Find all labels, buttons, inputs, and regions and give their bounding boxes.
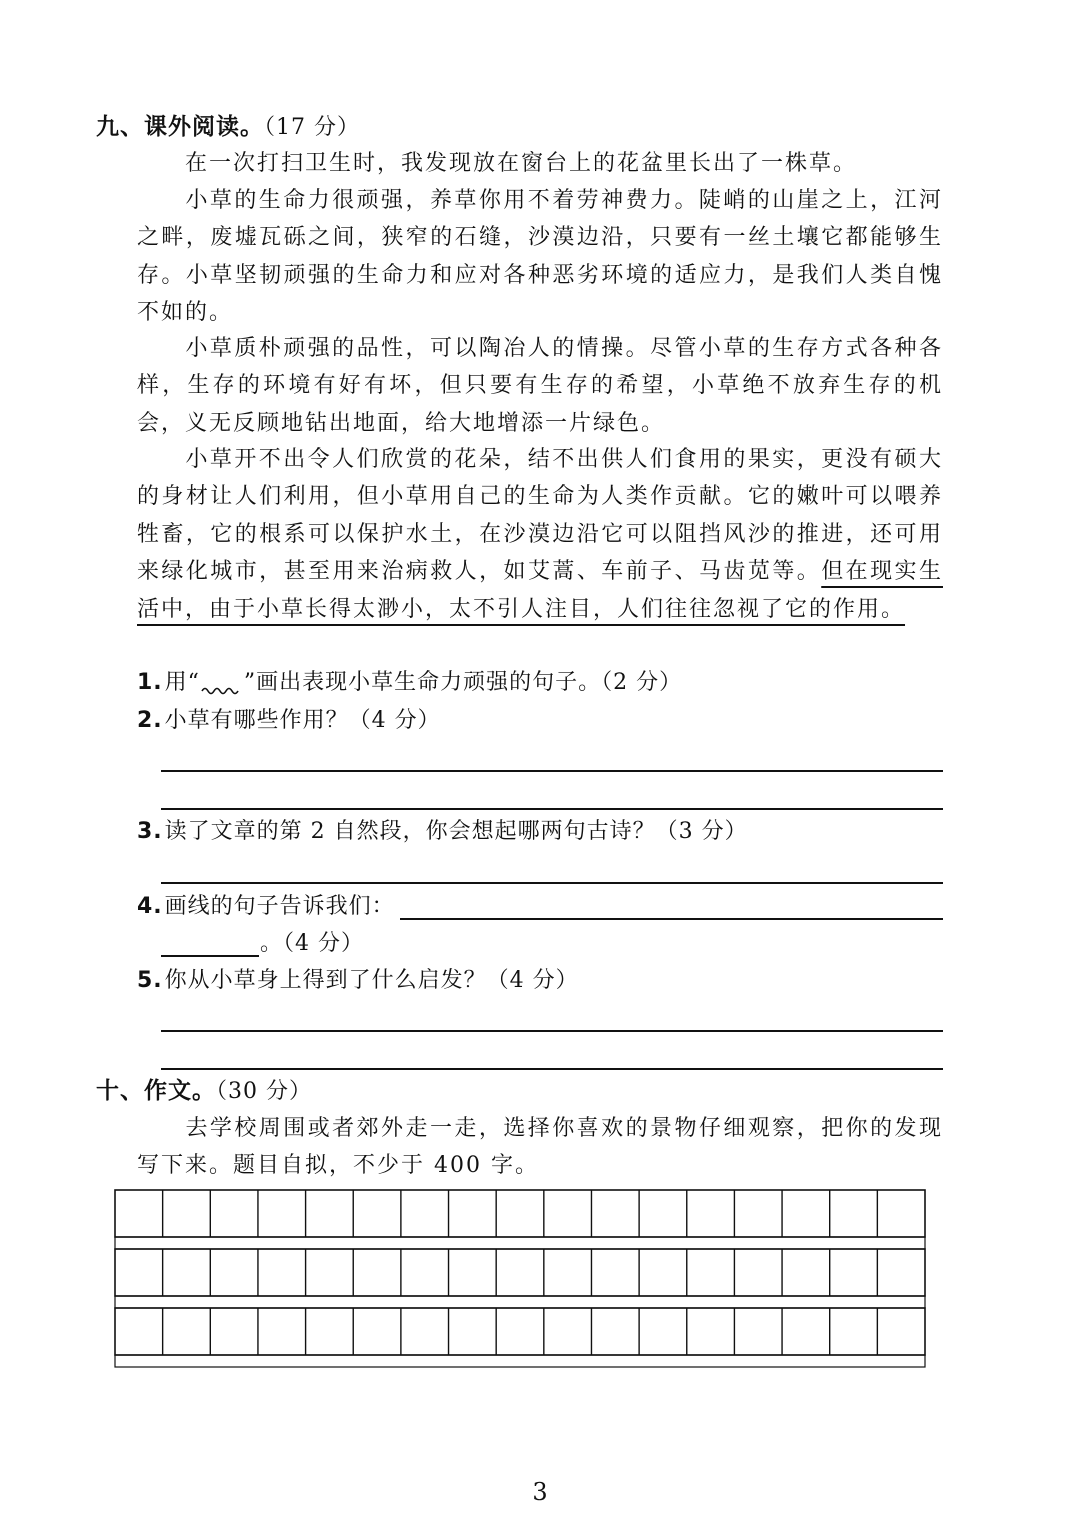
grid-row [115, 1308, 925, 1355]
page-number: 3 [532, 1478, 548, 1506]
section-9-title: 九、课外阅读。 [96, 114, 264, 140]
question-1: 1.用“ ”画出表现小草生命力顽强的句子。（2 分） [137, 670, 683, 695]
grid-row-spacer [115, 1355, 925, 1367]
question-5: 5.你从小草身上得到了什么启发？（4 分） [137, 968, 579, 993]
question-4: 4.画线的句子告诉我们： [137, 894, 395, 919]
grid-row [115, 1249, 925, 1296]
section-9-score: （17 分） [264, 115, 360, 140]
section-10-title: 十、作文。 [96, 1078, 216, 1104]
passage-paragraph-3: 小草质朴顽强的品性，可以陶冶人的情操。尽管小草的生存方式各种各样，生存的环境有好有坏，但只要有生存的希望，小草绝不放弃生存的机会，义无反顾地钻出地面，给大地增添一片绿色。 [137, 336, 943, 436]
passage-paragraph-1: 在一次打扫卫生时，我发现放在窗台上的花盆里长出了一株草。 [185, 151, 858, 176]
question-4-tail: 。（4 分） [260, 931, 364, 956]
grid-row-spacer [115, 1296, 925, 1308]
composition-prompt: 去学校周围或者郊外走一走，选择你喜欢的景物仔细观察，把你的发现写下来。题目自拟，不少于 400 字。 [137, 1116, 943, 1178]
grid-row-spacer [115, 1237, 925, 1249]
question-2: 2.小草有哪些作用？（4 分） [137, 708, 441, 733]
section-10-score: （30 分） [216, 1079, 312, 1104]
passage-paragraph-4: 小草开不出令人们欣赏的花朵，结不出供人们食用的果实，更没有硕大的身材让人们利用，但小草用自己的生命为人类作贡献。它的嫩叶可以喂养牲畜，它的根系可以保护水土，在沙漠边沿它可以阻挡风沙的推进，还可用来绿化城市，甚至用来治病救人，如艾蒿、车前子、马齿苋等。但在现实生活中，由于小草长得太渺小，太不引人注目，人们往往忽视了它的作用。 [137, 447, 943, 622]
underlined-sentence: 但在现实生活中，由于小草长得太渺小，太不引人注目，人们往往忽视了它的作用。 [137, 559, 943, 622]
question-3: 3.读了文章的第 2 自然段，你会想起哪两句古诗？（3 分） [137, 819, 748, 844]
grid-row [115, 1190, 925, 1237]
passage-paragraph-2: 小草的生命力很顽强，养草你用不着劳神费力。陡峭的山崖之上，江河之畔，废墟瓦砾之间，狭窄的石缝，沙漠边沿，只要有一丝土壤它都能够生存。小草坚韧顽强的生命力和应对各种恶劣环境的适应力，是我们人类自愧不如的。 [137, 188, 943, 326]
